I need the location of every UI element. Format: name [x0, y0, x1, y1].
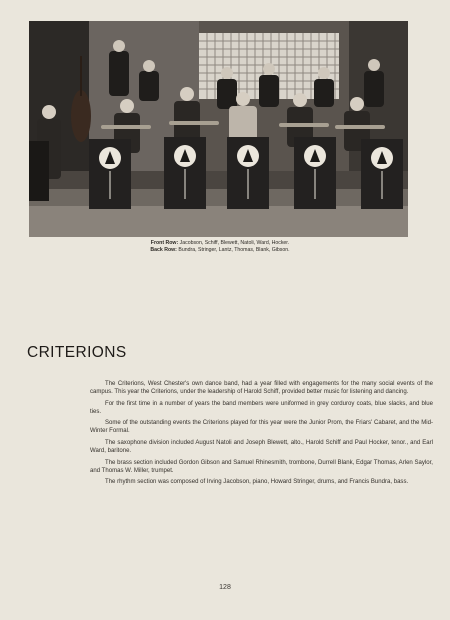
caption-front-names: Jacobson, Schiff, Blewett, Natoli, Ward, Hocker.	[179, 240, 290, 246]
paragraph: The brass section included Gordon Gibson and Samuel Rhinesmith, trombone, Durrell Blank, Edgar Thomas, Arlen Saylor, and Thomas W. Miller, trumpet.	[90, 459, 433, 474]
caption-back-label: Back Row:	[150, 247, 177, 254]
caption-back-names: Bundra, Stringer, Lantz, Thomas, Blank, Gibson.	[178, 247, 290, 254]
paragraph: The rhythm section was composed of Irving Jacobson, piano, Howard Stringer, drums, and Francis Bundra, bass.	[105, 479, 409, 486]
photo-caption	[60, 240, 380, 254]
band-photo-image	[29, 21, 408, 237]
caption-back-row	[60, 247, 380, 254]
paragraph: For the first time in a number of years the band members were uniformed in grey corduroy coats, blue slacks, and blue ties.	[90, 400, 433, 415]
caption-front-label: Front Row:	[150, 240, 179, 246]
section-heading: CRITERIONS	[27, 344, 127, 361]
article-body	[90, 380, 433, 490]
caption-front-row	[60, 240, 380, 247]
paragraph: The saxophone division included August Natoli and Joseph Blewett, alto., Harold Schiff and Paul Hocker, tenor., and Earl Ward, baritone.	[90, 440, 433, 455]
paragraph: The Criterions, West Chester's own dance band, had a year filled with engagements for the many social events of the campus. This year the Criterions, under the leadership of Harold Schiff, provided better music for listening and dancing.	[90, 381, 433, 396]
paragraph: Some of the outstanding events the Criterions played for this year were the Junior Prom, the Friars' Cabaret, and the Mid-Winter Formal.	[90, 420, 433, 435]
page-number: 128	[219, 584, 231, 591]
band-photo	[29, 21, 408, 237]
